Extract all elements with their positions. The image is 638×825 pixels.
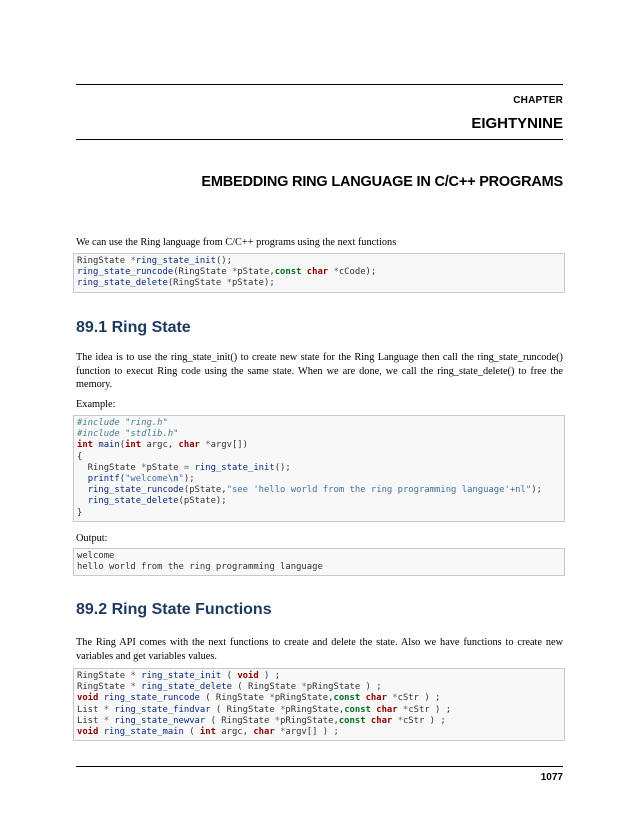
chapter-rule [76, 139, 563, 140]
code-text: RingState *pState = ring_state_init(); [77, 462, 291, 473]
code-line [77, 440, 562, 451]
intro-text: We can use the Ring language from C/C++ programs using the next functions [76, 237, 397, 248]
code-line [77, 418, 562, 429]
code-line [77, 463, 562, 474]
page-number: 1077 [540, 772, 563, 783]
code-line [77, 452, 562, 463]
code-line [77, 671, 562, 682]
top-rule [76, 84, 563, 85]
footer-rule [76, 766, 563, 767]
code-text: printf("welcome\n"); [87, 473, 195, 484]
code-line [77, 474, 562, 485]
code-text: { [77, 451, 83, 462]
code-line [77, 267, 562, 278]
code-line [77, 485, 562, 496]
code-text: List * ring_state_findvar ( RingState *pRingState,const char *cStr ) ; [77, 704, 452, 715]
output-line [77, 551, 562, 562]
output-label: Output: [76, 533, 108, 544]
section1-paragraph: The idea is to use the ring_state_init() to create new state for the Ring Language then call the ring_state_runcode() function to execut Ring code using the same state. When we are done, we call the ring_state_delete() to free the memory. [76, 352, 563, 390]
code-line [77, 716, 562, 727]
page-title: EMBEDDING RING LANGUAGE IN C/C++ PROGRAMS [201, 174, 563, 190]
output-text: welcome [77, 551, 115, 561]
code-line [77, 496, 562, 507]
code-line [77, 682, 562, 693]
api-code-block [73, 668, 565, 741]
code-text: #include "stdlib.h" [77, 429, 179, 440]
chapter-number: EIGHTYNINE [471, 115, 563, 132]
chapter-label: CHAPTER [513, 95, 563, 106]
intro-code-block [73, 253, 565, 293]
code-line [77, 429, 562, 440]
code-text: List * ring_state_newvar ( RingState *pRingState,const char *cStr ) ; [77, 715, 446, 726]
output-block [73, 548, 565, 576]
example-label: Example: [76, 399, 116, 410]
code-text: int main(int argc, char *argv[]) [77, 440, 248, 451]
code-text: } [77, 507, 83, 518]
output-text: hello world from the ring programming language [77, 562, 323, 573]
code-text: ring_state_delete(RingState *pState); [77, 278, 275, 289]
section2-paragraph: The Ring API comes with the next functions to create and delete the state. Also we have functions to create new variables and get variables values. [76, 637, 563, 662]
code-line [77, 705, 562, 716]
code-text: ring_state_delete(pState); [87, 496, 227, 507]
section-heading-ring-state-functions: 89.2 Ring State Functions [76, 601, 272, 618]
code-text: RingState * ring_state_delete ( RingState *pRingState ) ; [77, 682, 382, 693]
code-text: RingState * ring_state_init ( void ) ; [77, 671, 281, 681]
code-line [77, 508, 562, 519]
code-text: void ring_state_runcode ( RingState *pRingState,const char *cStr ) ; [77, 693, 441, 704]
code-line [77, 727, 562, 738]
code-text: #include "ring.h" [77, 418, 168, 428]
code-line [77, 278, 562, 289]
code-line [77, 693, 562, 704]
section-heading-ring-state: 89.1 Ring State [76, 319, 191, 336]
code-text: ring_state_runcode(pState,"see 'hello world from the ring programming language'+nl"); [87, 485, 542, 496]
code-text: void ring_state_main ( int argc, char *argv[] ) ; [77, 726, 339, 737]
example-code-block [73, 415, 565, 522]
code-text: ring_state_runcode(RingState *pState,const char *cCode); [77, 267, 377, 278]
code-text: RingState *ring_state_init(); [77, 256, 232, 266]
output-line [77, 562, 562, 573]
code-line [77, 256, 562, 267]
